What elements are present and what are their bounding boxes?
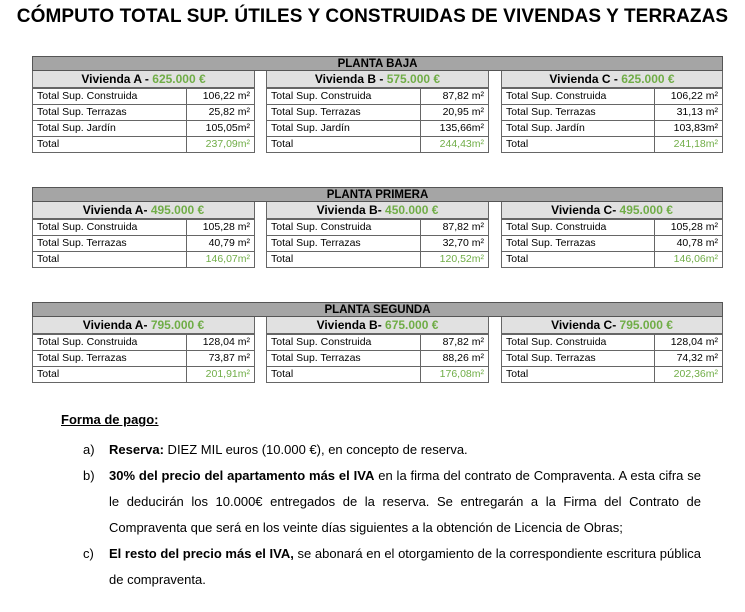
payment-item-c <box>61 541 701 593</box>
row-value: 106,22 m² <box>187 89 255 105</box>
area-table <box>266 219 489 268</box>
row-label: Total <box>267 252 421 268</box>
table-row <box>267 220 489 236</box>
vivienda-b-block <box>266 71 489 153</box>
table-row <box>502 220 723 236</box>
total-row <box>33 252 255 268</box>
row-label: Total Sup. Terrazas <box>33 105 187 121</box>
section-planta-primera <box>32 187 723 265</box>
total-value: 176,08m² <box>421 367 489 383</box>
row-value: 128,04 m² <box>655 335 723 351</box>
section-planta-segunda <box>32 302 723 380</box>
vivienda-name: Vivienda B- <box>316 318 386 332</box>
row-label: Total <box>33 137 187 153</box>
table-row <box>502 351 723 367</box>
total-row <box>267 137 489 153</box>
row-value: 105,05m² <box>187 121 255 137</box>
total-row <box>267 252 489 268</box>
row-value: 87,82 m² <box>421 220 489 236</box>
row-value: 31,13 m² <box>655 105 723 121</box>
row-label: Total Sup. Terrazas <box>33 236 187 252</box>
vivienda-price: 795.000 € <box>619 318 673 332</box>
vivienda-price: 495.000 € <box>150 203 205 217</box>
vivienda-name: Vivienda C- <box>551 318 620 332</box>
row-label: Total <box>502 137 655 153</box>
row-label: Total Sup. Terrazas <box>502 236 655 252</box>
row-label: Total Sup. Terrazas <box>502 105 655 121</box>
item-marker: b) <box>83 468 95 483</box>
vivienda-header <box>266 202 489 219</box>
total-value: 120,52m² <box>421 252 489 268</box>
vivienda-header <box>501 71 723 88</box>
table-row <box>33 236 255 252</box>
row-value: 25,82 m² <box>187 105 255 121</box>
area-table <box>32 88 255 153</box>
total-row <box>33 137 255 153</box>
table-row <box>267 351 489 367</box>
vivienda-c-block <box>501 202 723 268</box>
table-row <box>33 351 255 367</box>
item-text: se abonará en el otorgamiento de la correspondiente escritura pública de compraventa. <box>109 546 701 587</box>
vivienda-header <box>32 71 255 88</box>
vivienda-b-block <box>266 202 489 268</box>
row-label: Total Sup. Jardín <box>502 121 655 137</box>
table-row <box>502 89 723 105</box>
table-row <box>502 105 723 121</box>
row-label: Total <box>502 367 655 383</box>
vivienda-a-block <box>32 202 255 268</box>
row-label: Total Sup. Terrazas <box>267 236 421 252</box>
row-label: Total Sup. Jardín <box>33 121 187 137</box>
total-row <box>502 137 723 153</box>
table-row <box>267 105 489 121</box>
item-marker: a) <box>83 442 95 457</box>
row-label: Total <box>267 137 421 153</box>
row-label: Total Sup. Terrazas <box>502 351 655 367</box>
table-row <box>267 335 489 351</box>
payment-item-a <box>61 437 701 463</box>
item-marker: c) <box>83 546 94 561</box>
vivienda-name: Vivienda B- <box>316 203 386 217</box>
row-value: 106,22 m² <box>655 89 723 105</box>
row-label: Total Sup. Terrazas <box>267 351 421 367</box>
vivienda-price: 675.000 € <box>385 318 439 332</box>
vivienda-name: Vivienda B - <box>314 72 387 86</box>
vivienda-header <box>266 71 489 88</box>
vivienda-name: Vivienda A- <box>82 203 151 217</box>
vivienda-price: 450.000 € <box>385 203 439 217</box>
row-label: Total Sup. Construida <box>33 335 187 351</box>
area-table <box>32 219 255 268</box>
table-row <box>267 236 489 252</box>
row-value: 40,79 m² <box>187 236 255 252</box>
section-header: PLANTA PRIMERA <box>32 187 723 202</box>
row-value: 103,83m² <box>655 121 723 137</box>
table-row <box>33 220 255 236</box>
item-bold-text: Reserva: <box>109 442 164 457</box>
vivienda-price: 625.000 € <box>621 72 675 86</box>
table-row <box>502 335 723 351</box>
vivienda-name: Vivienda A - <box>81 72 153 86</box>
payment-terms <box>61 412 701 593</box>
row-label: Total Sup. Construida <box>502 89 655 105</box>
vivienda-name: Vivienda C- <box>551 203 620 217</box>
total-value: 201,91m² <box>187 367 255 383</box>
row-label: Total <box>33 252 187 268</box>
table-row <box>502 236 723 252</box>
total-value: 146,07m² <box>187 252 255 268</box>
vivienda-price: 575.000 € <box>386 72 441 86</box>
area-table <box>501 88 723 153</box>
total-value: 237,09m² <box>187 137 255 153</box>
row-value: 73,87 m² <box>187 351 255 367</box>
row-value: 105,28 m² <box>655 220 723 236</box>
row-label: Total Sup. Construida <box>33 220 187 236</box>
row-label: Total <box>33 367 187 383</box>
payment-title: Forma de pago: <box>61 412 159 427</box>
row-value: 40,78 m² <box>655 236 723 252</box>
total-row <box>502 252 723 268</box>
vivienda-header <box>266 317 489 334</box>
row-value: 88,26 m² <box>421 351 489 367</box>
vivienda-price: 795.000 € <box>150 318 205 332</box>
row-value: 20,95 m² <box>421 105 489 121</box>
total-value: 244,43m² <box>421 137 489 153</box>
table-row <box>267 89 489 105</box>
area-table <box>32 334 255 383</box>
vivienda-name: Vivienda A- <box>82 318 151 332</box>
table-row <box>33 335 255 351</box>
payment-item-b <box>61 463 701 541</box>
item-text: DIEZ MIL euros (10.000 €), en concepto de reserva. <box>163 442 468 457</box>
row-label: Total Sup. Terrazas <box>267 105 421 121</box>
row-value: 32,70 m² <box>421 236 489 252</box>
vivienda-c-block <box>501 317 723 383</box>
table-row <box>33 89 255 105</box>
table-row <box>33 121 255 137</box>
area-table <box>266 88 489 153</box>
row-value: 87,82 m² <box>421 335 489 351</box>
table-row <box>33 105 255 121</box>
total-value: 202,36m² <box>655 367 723 383</box>
vivienda-header <box>32 202 255 219</box>
vivienda-header <box>501 317 723 334</box>
vivienda-header <box>32 317 255 334</box>
item-text: en la firma del contrato de Compraventa. A esta cifra se le deducirán los 10.000€ entregados de la reserva. Se entregarán a la Firma del Contrato de Compraventa que será en los veinte días siguientes a la obtención de Licencia de Obras; <box>109 468 701 535</box>
row-value: 87,82 m² <box>421 89 489 105</box>
row-value: 128,04 m² <box>187 335 255 351</box>
total-row <box>502 367 723 383</box>
vivienda-a-block <box>32 71 255 153</box>
vivienda-name: Vivienda C - <box>549 72 622 86</box>
section-header: PLANTA SEGUNDA <box>32 302 723 317</box>
vivienda-a-block <box>32 317 255 383</box>
row-value: 135,66m² <box>421 121 489 137</box>
row-label: Total <box>267 367 421 383</box>
row-value: 105,28 m² <box>187 220 255 236</box>
vivienda-price: 495.000 € <box>619 203 673 217</box>
item-bold-text: 30% del precio del apartamento más el IVA <box>109 468 375 483</box>
page-title: CÓMPUTO TOTAL SUP. ÚTILES Y CONSTRUIDAS DE VIVENDAS Y TERRAZAS <box>16 6 729 27</box>
area-table <box>501 334 723 383</box>
area-table <box>501 219 723 268</box>
vivienda-price: 625.000 € <box>152 72 206 86</box>
row-label: Total Sup. Construida <box>33 89 187 105</box>
total-row <box>267 367 489 383</box>
row-label: Total Sup. Construida <box>267 89 421 105</box>
row-label: Total <box>502 252 655 268</box>
section-planta-baja <box>32 56 723 150</box>
row-label: Total Sup. Construida <box>267 220 421 236</box>
vivienda-c-block <box>501 71 723 153</box>
total-value: 146,06m² <box>655 252 723 268</box>
row-value: 74,32 m² <box>655 351 723 367</box>
vivienda-b-block <box>266 317 489 383</box>
row-label: Total Sup. Terrazas <box>33 351 187 367</box>
total-row <box>33 367 255 383</box>
item-bold-text: El resto del precio más el IVA, <box>109 546 294 561</box>
section-header: PLANTA BAJA <box>32 56 723 71</box>
vivienda-header <box>501 202 723 219</box>
row-label: Total Sup. Construida <box>502 220 655 236</box>
area-table <box>266 334 489 383</box>
row-label: Total Sup. Construida <box>267 335 421 351</box>
table-row <box>502 121 723 137</box>
table-row <box>267 121 489 137</box>
row-label: Total Sup. Construida <box>502 335 655 351</box>
row-label: Total Sup. Jardín <box>267 121 421 137</box>
total-value: 241,18m² <box>655 137 723 153</box>
